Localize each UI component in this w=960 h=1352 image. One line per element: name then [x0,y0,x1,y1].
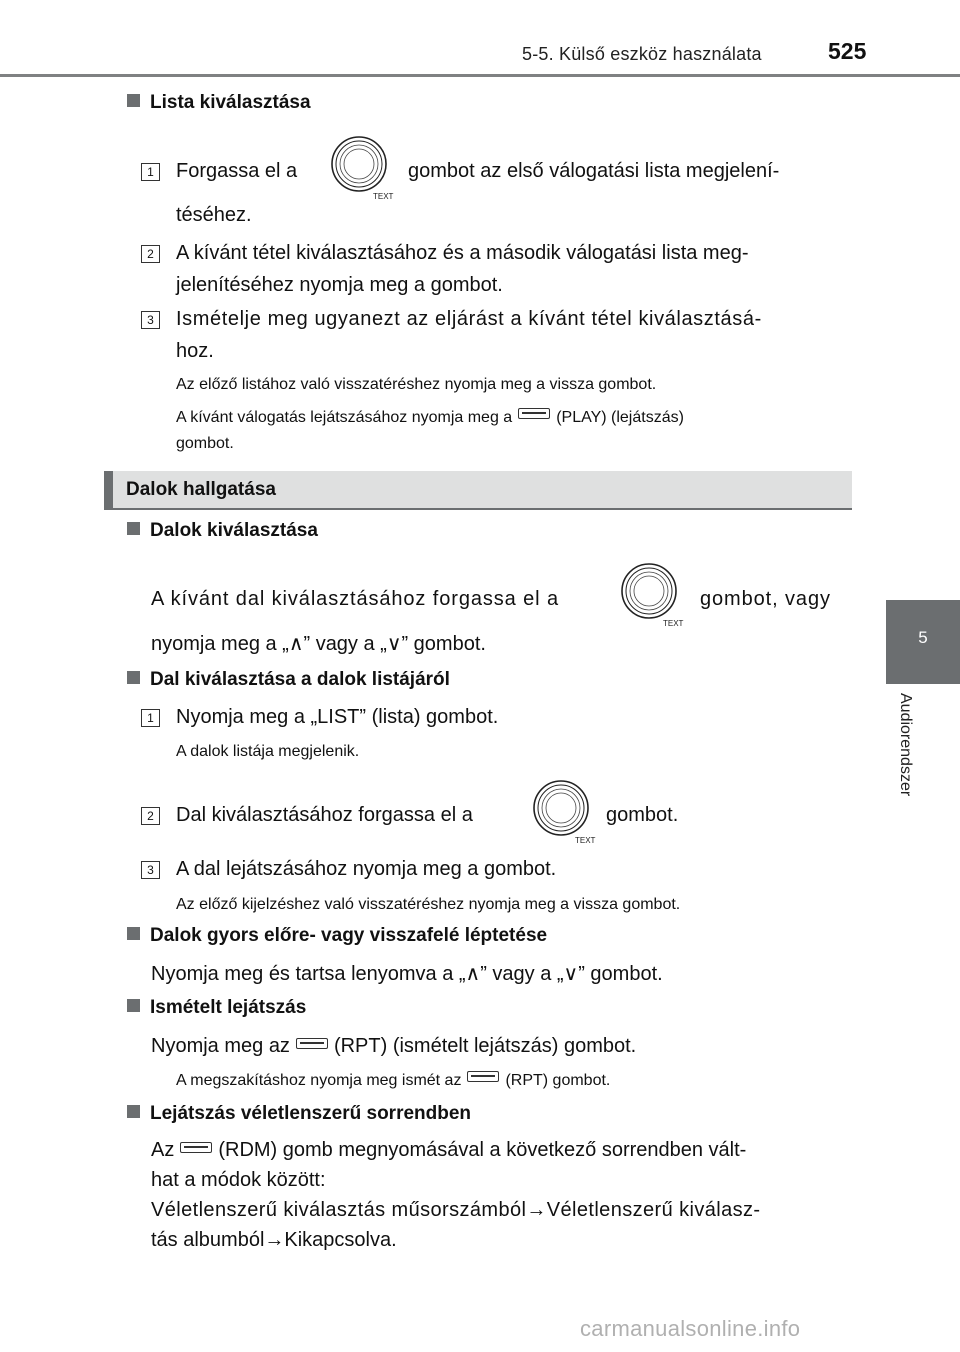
from-list-note3: Az előző kijelzéshez való visszatéréshez nyomja meg a vissza gombot. [176,896,681,913]
step-number-3: 3 [141,861,160,879]
chapter-label: Audiorendszer [897,693,914,797]
from-list-step2-a: Dal kiválasztásához forgassa el a [176,804,473,826]
step1-text-a: Forgassa el a [176,160,298,182]
tune-knob-icon [330,135,394,201]
tune-knob-icon [620,562,684,628]
header-section-title: 5-5. Külső eszköz használata [522,44,762,64]
from-list-step2-b: gombot. [606,804,679,826]
heading-repeat: Ismételt lejátszás [127,997,306,1019]
note-play: A kívánt válogatás lejátszásához nyomja meg a (PLAY) (lejátszás) [176,409,684,426]
rpt-button-icon [296,1038,328,1049]
step3-text-b: hoz. [176,340,214,362]
chapter-tab [886,600,960,684]
bullet-square-icon [127,522,140,535]
step-number-2: 2 [141,807,160,825]
chapter-number: 5 [918,628,928,647]
step-number-3: 3 [141,311,160,329]
knob-label: TEXT [575,836,596,845]
step2-text-b: jelenítéséhez nyomja meg a gombot. [176,274,503,296]
bullet-square-icon [127,671,140,684]
rpt-button-icon [467,1071,499,1082]
random-line3: Véletlenszerű kiválasztás műsorszámból→Véletlenszerű kiválasz- [151,1199,761,1221]
step3-text-a: Ismételje meg ugyanezt az eljárást a kívánt tétel kiválasztásá- [176,308,762,330]
bullet-square-icon [127,927,140,940]
heading-list-select: Lista kiválasztása [127,92,311,114]
bullet-square-icon [127,999,140,1012]
random-line4: tás albumból→Kikapcsolva. [151,1229,397,1251]
step-number-1: 1 [141,163,160,181]
tune-knob-icon [532,779,596,845]
watermark: carmanualsonline.info [580,1316,801,1341]
knob-label: TEXT [373,192,394,201]
section-rule [104,508,852,510]
song-select-text-a: A kívánt dal kiválasztásához forgassa el a [151,588,560,610]
bullet-square-icon [127,1105,140,1118]
play-button-icon [518,408,550,419]
heading-from-list: Dal kiválasztása a dalok listájáról [127,669,450,691]
repeat-note: A megszakításhoz nyomja meg ismét az (RPT) gombot. [176,1072,611,1089]
random-line1: Az (RDM) gomb megnyomásával a következő sorrendben vált- [151,1139,747,1161]
chapter-label-container [888,693,928,853]
rdm-button-icon [180,1142,212,1153]
bullet-square-icon [127,94,140,107]
random-line2: hat a módok között: [151,1169,326,1191]
knob-label: TEXT [663,619,684,628]
section-title: Dalok hallgatása [126,479,276,500]
section-accent [104,471,113,509]
page-number: 525 [828,38,867,64]
heading-random: Lejátszás véletlenszerű sorrendben [127,1103,471,1125]
note-play-cont: gombot. [176,435,234,452]
step1-text-c: téséhez. [176,204,252,226]
repeat-text: Nyomja meg az (RPT) (ismételt lejátszás) gombot. [151,1035,637,1057]
step2-text-a: A kívánt tétel kiválasztásához és a második válogatási lista meg- [176,242,749,264]
step-number-2: 2 [141,245,160,263]
song-select-text-line2: nyomja meg a „∧” vagy a „∨” gombot. [151,633,486,655]
heading-fast: Dalok gyors előre- vagy visszafelé léptetése [127,925,547,947]
step1-text-b: gombot az első válogatási lista megjelení- [408,160,780,182]
song-select-text-b: gombot, vagy [700,588,831,610]
section-header-bar [104,471,852,509]
note-back: Az előző listához való visszatéréshez nyomja meg a vissza gombot. [176,376,657,393]
heading-song-select: Dalok kiválasztása [127,520,318,542]
header-divider [0,74,960,77]
from-list-note1: A dalok listája megjelenik. [176,743,360,760]
from-list-step3: A dal lejátszásához nyomja meg a gombot. [176,858,557,880]
from-list-step1: Nyomja meg a „LIST” (lista) gombot. [176,706,499,728]
fast-text: Nyomja meg és tartsa lenyomva a „∧” vagy a „∨” gombot. [151,963,663,985]
step-number-1: 1 [141,709,160,727]
